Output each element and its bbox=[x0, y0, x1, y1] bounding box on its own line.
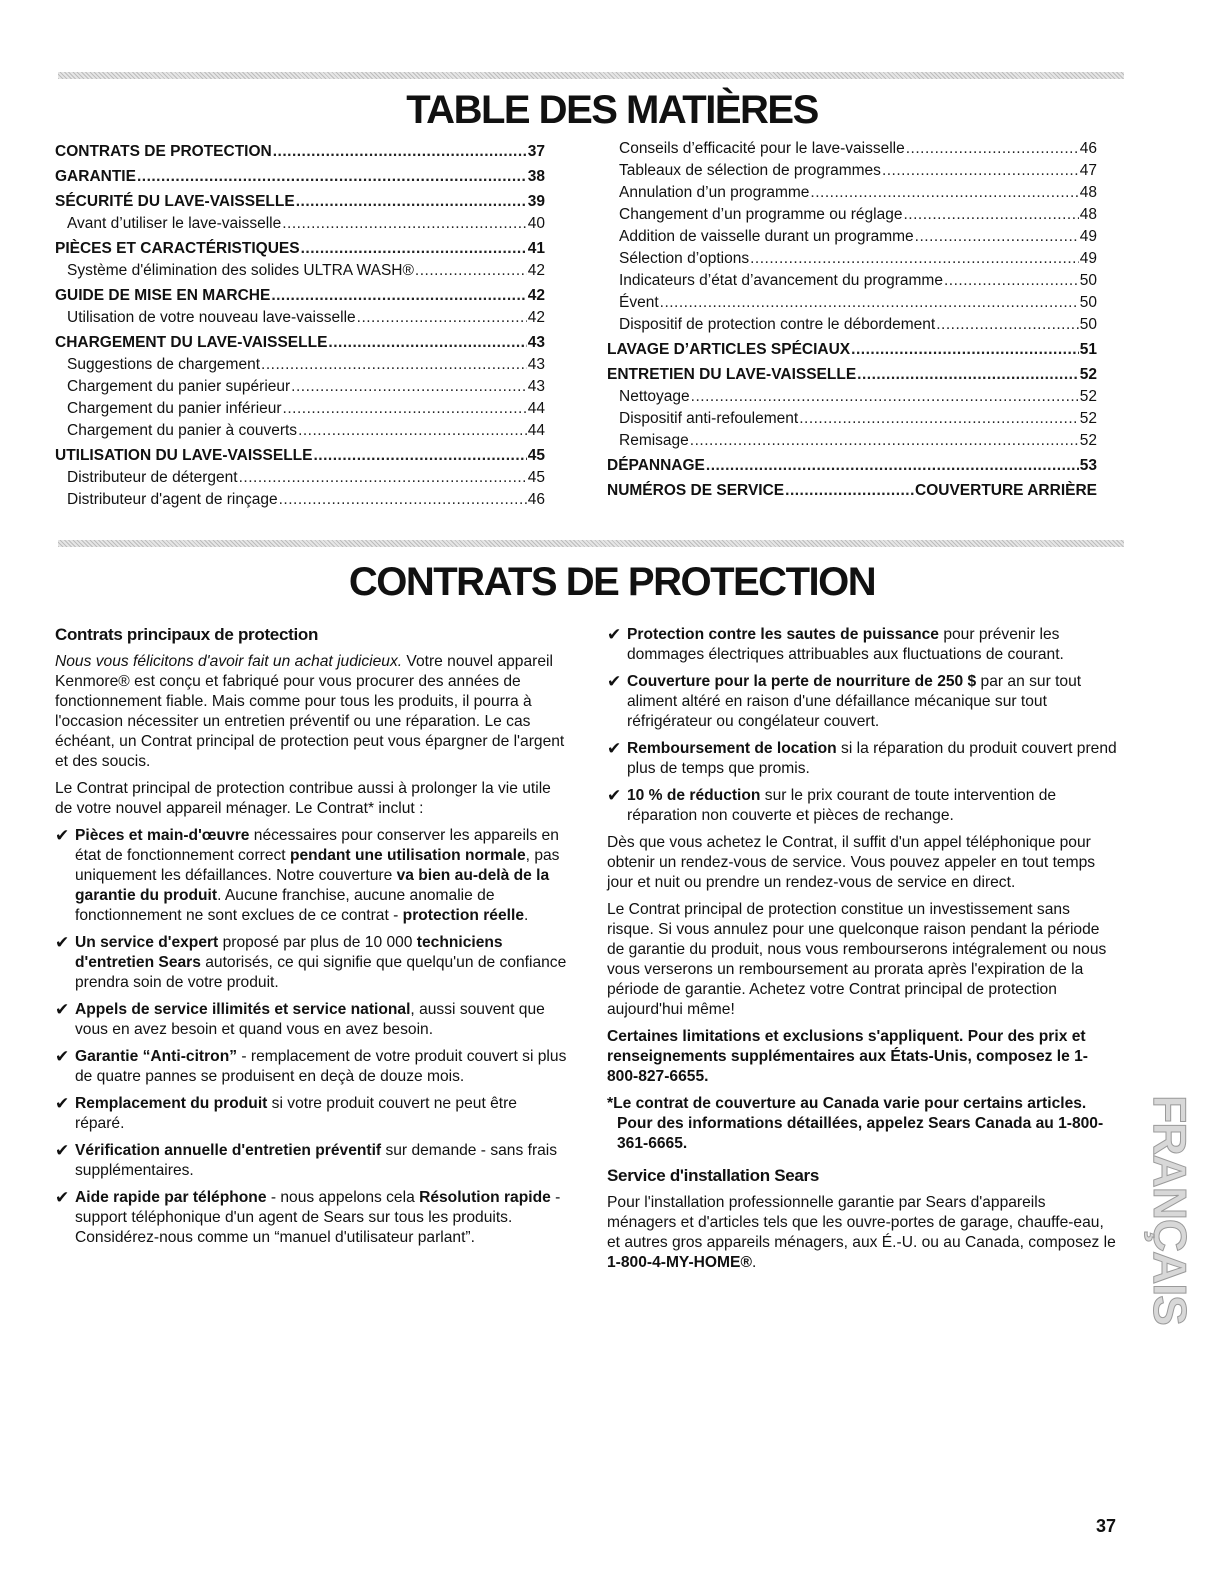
toc-entry-page: 42 bbox=[527, 262, 545, 279]
toc-entry-page: 46 bbox=[527, 491, 545, 508]
checklist-item bbox=[55, 1000, 567, 1040]
toc-entry-label: Distributeur d'agent de rinçage bbox=[67, 491, 278, 508]
toc-entry-label: CONTRATS DE PROTECTION bbox=[55, 143, 272, 160]
toc-entry bbox=[607, 432, 1097, 454]
toc-entry-page: 44 bbox=[527, 422, 545, 439]
bold-text: Aide rapide par téléphone bbox=[75, 1189, 267, 1206]
checklist-item bbox=[55, 1188, 567, 1248]
install-text: Pour l'installation professionnelle garantie par Sears d'appareils ménagers et d'articles tels que les ouvre-portes de garage, chauffe-eau, et autres gros appareils ménagers, aux É.-U. ou au Canada, composez le bbox=[607, 1194, 1116, 1251]
bold-text: Couverture pour la perte de nourriture de 250 $ bbox=[627, 673, 977, 690]
text: nécessaires pour conserver les appareils en état de fonctionnement correct bbox=[75, 827, 559, 864]
text: - remplacement de votre produit couvert si plus de quatre pannes se produisent en deçà de douze mois. bbox=[75, 1048, 567, 1085]
toc-leader-dots bbox=[857, 366, 1079, 384]
toc-entry bbox=[607, 410, 1097, 432]
toc-leader-dots bbox=[279, 491, 527, 509]
intro-paragraph bbox=[55, 652, 567, 772]
bold-text: Garantie “Anti-citron” bbox=[75, 1048, 238, 1065]
toc-entry-page: 51 bbox=[1079, 341, 1097, 358]
checkmark-icon: ✔ bbox=[55, 1000, 70, 1019]
toc-entry-page: 39 bbox=[527, 193, 545, 210]
toc-leader-dots bbox=[313, 447, 526, 465]
toc-leader-dots bbox=[271, 287, 526, 305]
toc-entry-page: 40 bbox=[527, 215, 545, 232]
toc-entry bbox=[55, 262, 545, 284]
install-end: . bbox=[751, 1254, 757, 1271]
toc-entry-page: 43 bbox=[527, 378, 545, 395]
toc-entry bbox=[607, 184, 1097, 206]
toc-right-column bbox=[607, 140, 1097, 504]
toc-leader-dots bbox=[906, 140, 1079, 158]
checkmark-icon: ✔ bbox=[55, 826, 70, 845]
toc-entry-label: CHARGEMENT DU LAVE-VAISSELLE bbox=[55, 334, 328, 351]
toc-entry-page: 42 bbox=[527, 287, 545, 304]
checkmark-icon: ✔ bbox=[55, 1188, 70, 1207]
toc-entry-page: 48 bbox=[1079, 206, 1097, 223]
toc-leader-dots bbox=[137, 168, 527, 186]
toc-leader-dots bbox=[415, 262, 527, 280]
install-heading: Service d'installation Sears bbox=[607, 1166, 820, 1185]
toc-entry-page: 37 bbox=[527, 143, 545, 160]
checklist-item bbox=[55, 1141, 567, 1181]
bold-text: pendant une utilisation normale bbox=[289, 847, 526, 864]
toc-entry bbox=[607, 366, 1097, 388]
toc-entry-label: Chargement du panier à couverts bbox=[67, 422, 298, 439]
text: , aussi souvent que vous en avez besoin et quand vous en avez besoin. bbox=[75, 1001, 545, 1038]
language-label: FRANÇAIS bbox=[1144, 1095, 1197, 1325]
toc-leader-dots bbox=[785, 482, 914, 500]
toc-entry-page: 49 bbox=[1079, 228, 1097, 245]
install-phone: 1-800-4-MY-HOME® bbox=[607, 1254, 752, 1271]
bold-text: Pièces et main-d'œuvre bbox=[75, 827, 250, 844]
checklist-item bbox=[55, 1047, 567, 1087]
bold-text: Remboursement de location bbox=[627, 740, 837, 757]
contracts-heading: Contrats principaux de protection bbox=[55, 625, 319, 644]
toc-entry bbox=[55, 287, 545, 309]
toc-entry-page: 52 bbox=[1079, 388, 1097, 405]
toc-entry-label: DÉPANNAGE bbox=[607, 457, 705, 474]
toc-entry-label: Dispositif anti-refoulement bbox=[619, 410, 799, 427]
toc-leader-dots bbox=[328, 334, 526, 352]
toc-entry bbox=[607, 140, 1097, 162]
top-rule bbox=[58, 72, 1124, 79]
toc-entry bbox=[55, 168, 545, 190]
toc-entry-label: NUMÉROS DE SERVICE bbox=[607, 482, 785, 499]
toc-entry bbox=[55, 193, 545, 215]
toc-entry-label: Remisage bbox=[619, 432, 689, 449]
toc-entry-label: Utilisation de votre nouveau lave-vaisselle bbox=[67, 309, 356, 326]
checklist-item bbox=[607, 625, 1119, 665]
toc-entry bbox=[55, 469, 545, 491]
toc-entry bbox=[55, 356, 545, 378]
toc-entry-label: Chargement du panier supérieur bbox=[67, 378, 291, 395]
checkmark-icon: ✔ bbox=[607, 786, 622, 805]
text: . Aucune franchise, aucune anomalie de fonctionnement ne sont exclues de ce contrat - bbox=[75, 887, 495, 924]
checklist-item bbox=[55, 1094, 567, 1134]
toc-entry-label: Tableaux de sélection de programmes bbox=[619, 162, 881, 179]
toc-leader-dots bbox=[851, 341, 1079, 359]
toc-leader-dots bbox=[691, 388, 1079, 406]
toc-entry bbox=[55, 378, 545, 400]
toc-leader-dots bbox=[273, 143, 527, 161]
toc-entry-label: Indicateurs d’état d’avancement du programme bbox=[619, 272, 943, 289]
checkmark-icon: ✔ bbox=[607, 739, 622, 758]
toc-left-column bbox=[55, 140, 545, 513]
checklist-item bbox=[607, 739, 1119, 779]
toc-entry bbox=[607, 482, 1097, 504]
toc-entry bbox=[55, 309, 545, 331]
toc-leader-dots bbox=[915, 228, 1079, 246]
toc-entry bbox=[607, 316, 1097, 338]
toc-entry bbox=[55, 491, 545, 513]
toc-entry bbox=[55, 143, 545, 165]
bold-text: Un service d'expert bbox=[75, 934, 219, 951]
toc-leader-dots bbox=[261, 356, 527, 374]
toc-entry-label: Addition de vaisselle durant un programme bbox=[619, 228, 914, 245]
toc-leader-dots bbox=[706, 457, 1079, 475]
text: proposé par plus de 10 000 bbox=[218, 934, 417, 951]
toc-entry-label: GARANTIE bbox=[55, 168, 136, 185]
language-side-tab bbox=[1144, 1080, 1197, 1340]
text: si la réparation du produit couvert prend plus de temps que promis. bbox=[627, 740, 1117, 777]
toc-entry-label: Dispositif de protection contre le débordement bbox=[619, 316, 936, 333]
toc-entry-label: Chargement du panier inférieur bbox=[67, 400, 282, 417]
contract-includes-paragraph: Le Contrat principal de protection contribue aussi à prolonger la vie utile de votre nouvel appareil ménager. Le Contrat* inclut : bbox=[55, 780, 551, 817]
contracts-right-column bbox=[607, 625, 1119, 1280]
text: par an sur tout aliment altéré en raison d'une défaillance mécanique sur tout réfrigérateur ou congélateur couvert. bbox=[627, 673, 1082, 730]
toc-entry-label: Évent bbox=[619, 294, 659, 311]
toc-leader-dots bbox=[283, 400, 527, 418]
install-paragraph bbox=[607, 1193, 1119, 1273]
toc-entry bbox=[55, 422, 545, 444]
toc-entry-page: 50 bbox=[1079, 272, 1097, 289]
toc-entry-label: ENTRETIEN DU LAVE-VAISSELLE bbox=[607, 366, 857, 383]
bold-text: Protection contre les sautes de puissance bbox=[627, 626, 939, 643]
toc-entry-page: 43 bbox=[527, 356, 545, 373]
toc-leader-dots bbox=[936, 316, 1079, 334]
text: sur demande - sans frais supplémentaires. bbox=[75, 1142, 558, 1179]
canada-note: *Le contrat de couverture au Canada varie pour certains articles. Pour des informations détaillées, appelez Sears Canada au 1-800-361-6665. bbox=[607, 1095, 1104, 1152]
toc-leader-dots bbox=[690, 432, 1079, 450]
bold-text: protection réelle bbox=[402, 907, 524, 924]
toc-title: TABLE DES MATIÈRES bbox=[406, 88, 818, 132]
toc-entry-page: 42 bbox=[527, 309, 545, 326]
toc-leader-dots bbox=[239, 469, 527, 487]
intro-rest: Votre nouvel appareil Kenmore® est conçu et fabriqué pour vous procurer des années de fonctionnement fiable. Mais comme pour tous les produits, il pourra à l'occasion nécessiter un entretien préventif ou une réparation. Le cas échéant, un Contrat principal de protection peut vous épargner de l'argent et des soucis. bbox=[55, 653, 565, 770]
toc-entry-label: Système d'élimination des solides ULTRA WASH® bbox=[67, 262, 414, 279]
toc-entry-page: 49 bbox=[1079, 250, 1097, 267]
toc-entry-label: Conseils d’efficacité pour le lave-vaisselle bbox=[619, 140, 905, 157]
toc-entry bbox=[607, 272, 1097, 294]
text: sur le prix courant de toute intervention de réparation non couverte et pièces de rechange. bbox=[627, 787, 1057, 824]
toc-entry bbox=[607, 250, 1097, 272]
toc-entry-page: 38 bbox=[527, 168, 545, 185]
bold-text: Remplacement du produit bbox=[75, 1095, 268, 1112]
toc-entry-page: 50 bbox=[1079, 316, 1097, 333]
toc-entry-page: 45 bbox=[527, 469, 545, 486]
toc-entry-label: Avant d’utiliser le lave-vaisselle bbox=[67, 215, 282, 232]
checklist-item bbox=[55, 933, 567, 993]
toc-leader-dots bbox=[810, 184, 1078, 202]
toc-entry bbox=[55, 215, 545, 237]
toc-entry-page: 53 bbox=[1079, 457, 1097, 474]
toc-entry-page: COUVERTURE ARRIÈRE bbox=[915, 482, 1097, 499]
bold-text: Résolution rapide bbox=[419, 1189, 551, 1206]
text: autorisés, ce qui signifie que quelqu'un de confiance prendra soin de votre produit. bbox=[75, 954, 567, 991]
toc-leader-dots bbox=[750, 250, 1079, 268]
toc-entry bbox=[55, 447, 545, 469]
toc-leader-dots bbox=[882, 162, 1079, 180]
contracts-left-column bbox=[55, 625, 567, 1255]
text: , pas uniquement les défaillances. Notre couverture bbox=[75, 847, 560, 884]
toc-leader-dots bbox=[282, 215, 527, 233]
toc-entry-label: Distributeur de détergent bbox=[67, 469, 238, 486]
toc-entry-page: 50 bbox=[1079, 294, 1097, 311]
checkmark-icon: ✔ bbox=[55, 933, 70, 952]
limitations-note: Certaines limitations et exclusions s'appliquent. Pour des prix et renseignements supplémentaires aux États-Unis, composez le 1-800-827-6655. bbox=[607, 1028, 1088, 1085]
checkmark-icon: ✔ bbox=[607, 625, 622, 644]
text: - support téléphonique d'un agent de Sears sur tous les produits. Considérez-nous comme un “manuel d'utilisateur parlant”. bbox=[75, 1189, 561, 1246]
toc-entry-label: SÉCURITÉ DU LAVE-VAISSELLE bbox=[55, 193, 295, 210]
toc-leader-dots bbox=[660, 294, 1079, 312]
toc-entry-label: Annulation d’un programme bbox=[619, 184, 810, 201]
text: si votre produit couvert ne peut être réparé. bbox=[75, 1095, 517, 1132]
middle-rule bbox=[58, 540, 1124, 547]
page-number: 37 bbox=[1096, 1516, 1117, 1536]
toc-entry-label: PIÈCES ET CARACTÉRISTIQUES bbox=[55, 240, 300, 257]
toc-entry-label: Changement d’un programme ou réglage bbox=[619, 206, 903, 223]
toc-entry bbox=[607, 228, 1097, 250]
toc-entry bbox=[607, 341, 1097, 363]
left-bullet-list bbox=[55, 826, 567, 1248]
toc-entry bbox=[607, 162, 1097, 184]
checkmark-icon: ✔ bbox=[55, 1141, 70, 1160]
contracts-title: CONTRATS DE PROTECTION bbox=[348, 560, 876, 604]
toc-entry bbox=[55, 400, 545, 422]
text: . bbox=[524, 907, 529, 924]
checkmark-icon: ✔ bbox=[607, 672, 622, 691]
appointment-paragraph: Dès que vous achetez le Contrat, il suffit d'un appel téléphonique pour obtenir un rendez-vous de service. Vous pouvez appeler en tout temps jour et nuit ou prendre un rendez-vous de service en direct. bbox=[607, 834, 1096, 891]
toc-leader-dots bbox=[944, 272, 1079, 290]
text: - nous appelons cela bbox=[266, 1189, 420, 1206]
toc-entry-page: 43 bbox=[527, 334, 545, 351]
toc-entry bbox=[607, 457, 1097, 479]
toc-entry-page: 47 bbox=[1079, 162, 1097, 179]
toc-entry bbox=[55, 334, 545, 356]
toc-leader-dots bbox=[903, 206, 1078, 224]
toc-entry-page: 45 bbox=[527, 447, 545, 464]
bold-text: va bien au-delà de la garantie du produit bbox=[75, 867, 550, 904]
toc-leader-dots bbox=[799, 410, 1079, 428]
toc-entry-page: 44 bbox=[527, 400, 545, 417]
text: pour prévenir les dommages électriques attribuables aux fluctuations de courant. bbox=[627, 626, 1064, 663]
toc-entry-page: 52 bbox=[1079, 432, 1097, 449]
toc-entry-page: 48 bbox=[1079, 184, 1097, 201]
toc-entry-label: Nettoyage bbox=[619, 388, 690, 405]
bold-text: 10 % de réduction bbox=[627, 787, 761, 804]
toc-entry-label: Suggestions de chargement bbox=[67, 356, 261, 373]
checkmark-icon: ✔ bbox=[55, 1047, 70, 1066]
toc-leader-dots bbox=[291, 378, 527, 396]
toc-entry bbox=[607, 206, 1097, 228]
toc-leader-dots bbox=[301, 240, 527, 258]
toc-entry-page: 52 bbox=[1079, 366, 1097, 383]
checklist-item bbox=[607, 672, 1119, 732]
toc-entry-page: 52 bbox=[1079, 410, 1097, 427]
bold-text: Appels de service illimités et service national bbox=[75, 1001, 411, 1018]
toc-entry-page: 41 bbox=[527, 240, 545, 257]
toc-leader-dots bbox=[296, 193, 527, 211]
intro-italic: Nous vous félicitons d'avoir fait un achat judicieux. bbox=[55, 653, 403, 670]
toc-entry bbox=[607, 294, 1097, 316]
toc-entry bbox=[55, 240, 545, 262]
toc-entry-label: GUIDE DE MISE EN MARCHE bbox=[55, 287, 271, 304]
right-bullet-list bbox=[607, 625, 1119, 826]
refund-paragraph: Le Contrat principal de protection constitue un investissement sans risque. Si vous annulez pour une quelconque raison pendant la période de garantie du produit, nous vous rembourserons intégralement ou nous vous verserons un remboursement au prorata après l'expiration de la période de garantie. Achetez votre Contrat principal de protection aujourd'hui même! bbox=[607, 901, 1107, 1018]
toc-entry-page: 46 bbox=[1079, 140, 1097, 157]
toc-leader-dots bbox=[357, 309, 527, 327]
toc-entry-label: LAVAGE D’ARTICLES SPÉCIAUX bbox=[607, 341, 851, 358]
bold-text: techniciens d'entretien Sears bbox=[75, 934, 503, 971]
checkmark-icon: ✔ bbox=[55, 1094, 70, 1113]
toc-entry bbox=[607, 388, 1097, 410]
bold-text: Vérification annuelle d'entretien préventif bbox=[75, 1142, 382, 1159]
checklist-item bbox=[55, 826, 567, 926]
toc-leader-dots bbox=[298, 422, 527, 440]
toc-entry-label: UTILISATION DU LAVE-VAISSELLE bbox=[55, 447, 313, 464]
checklist-item bbox=[607, 786, 1119, 826]
toc-entry-label: Sélection d’options bbox=[619, 250, 750, 267]
